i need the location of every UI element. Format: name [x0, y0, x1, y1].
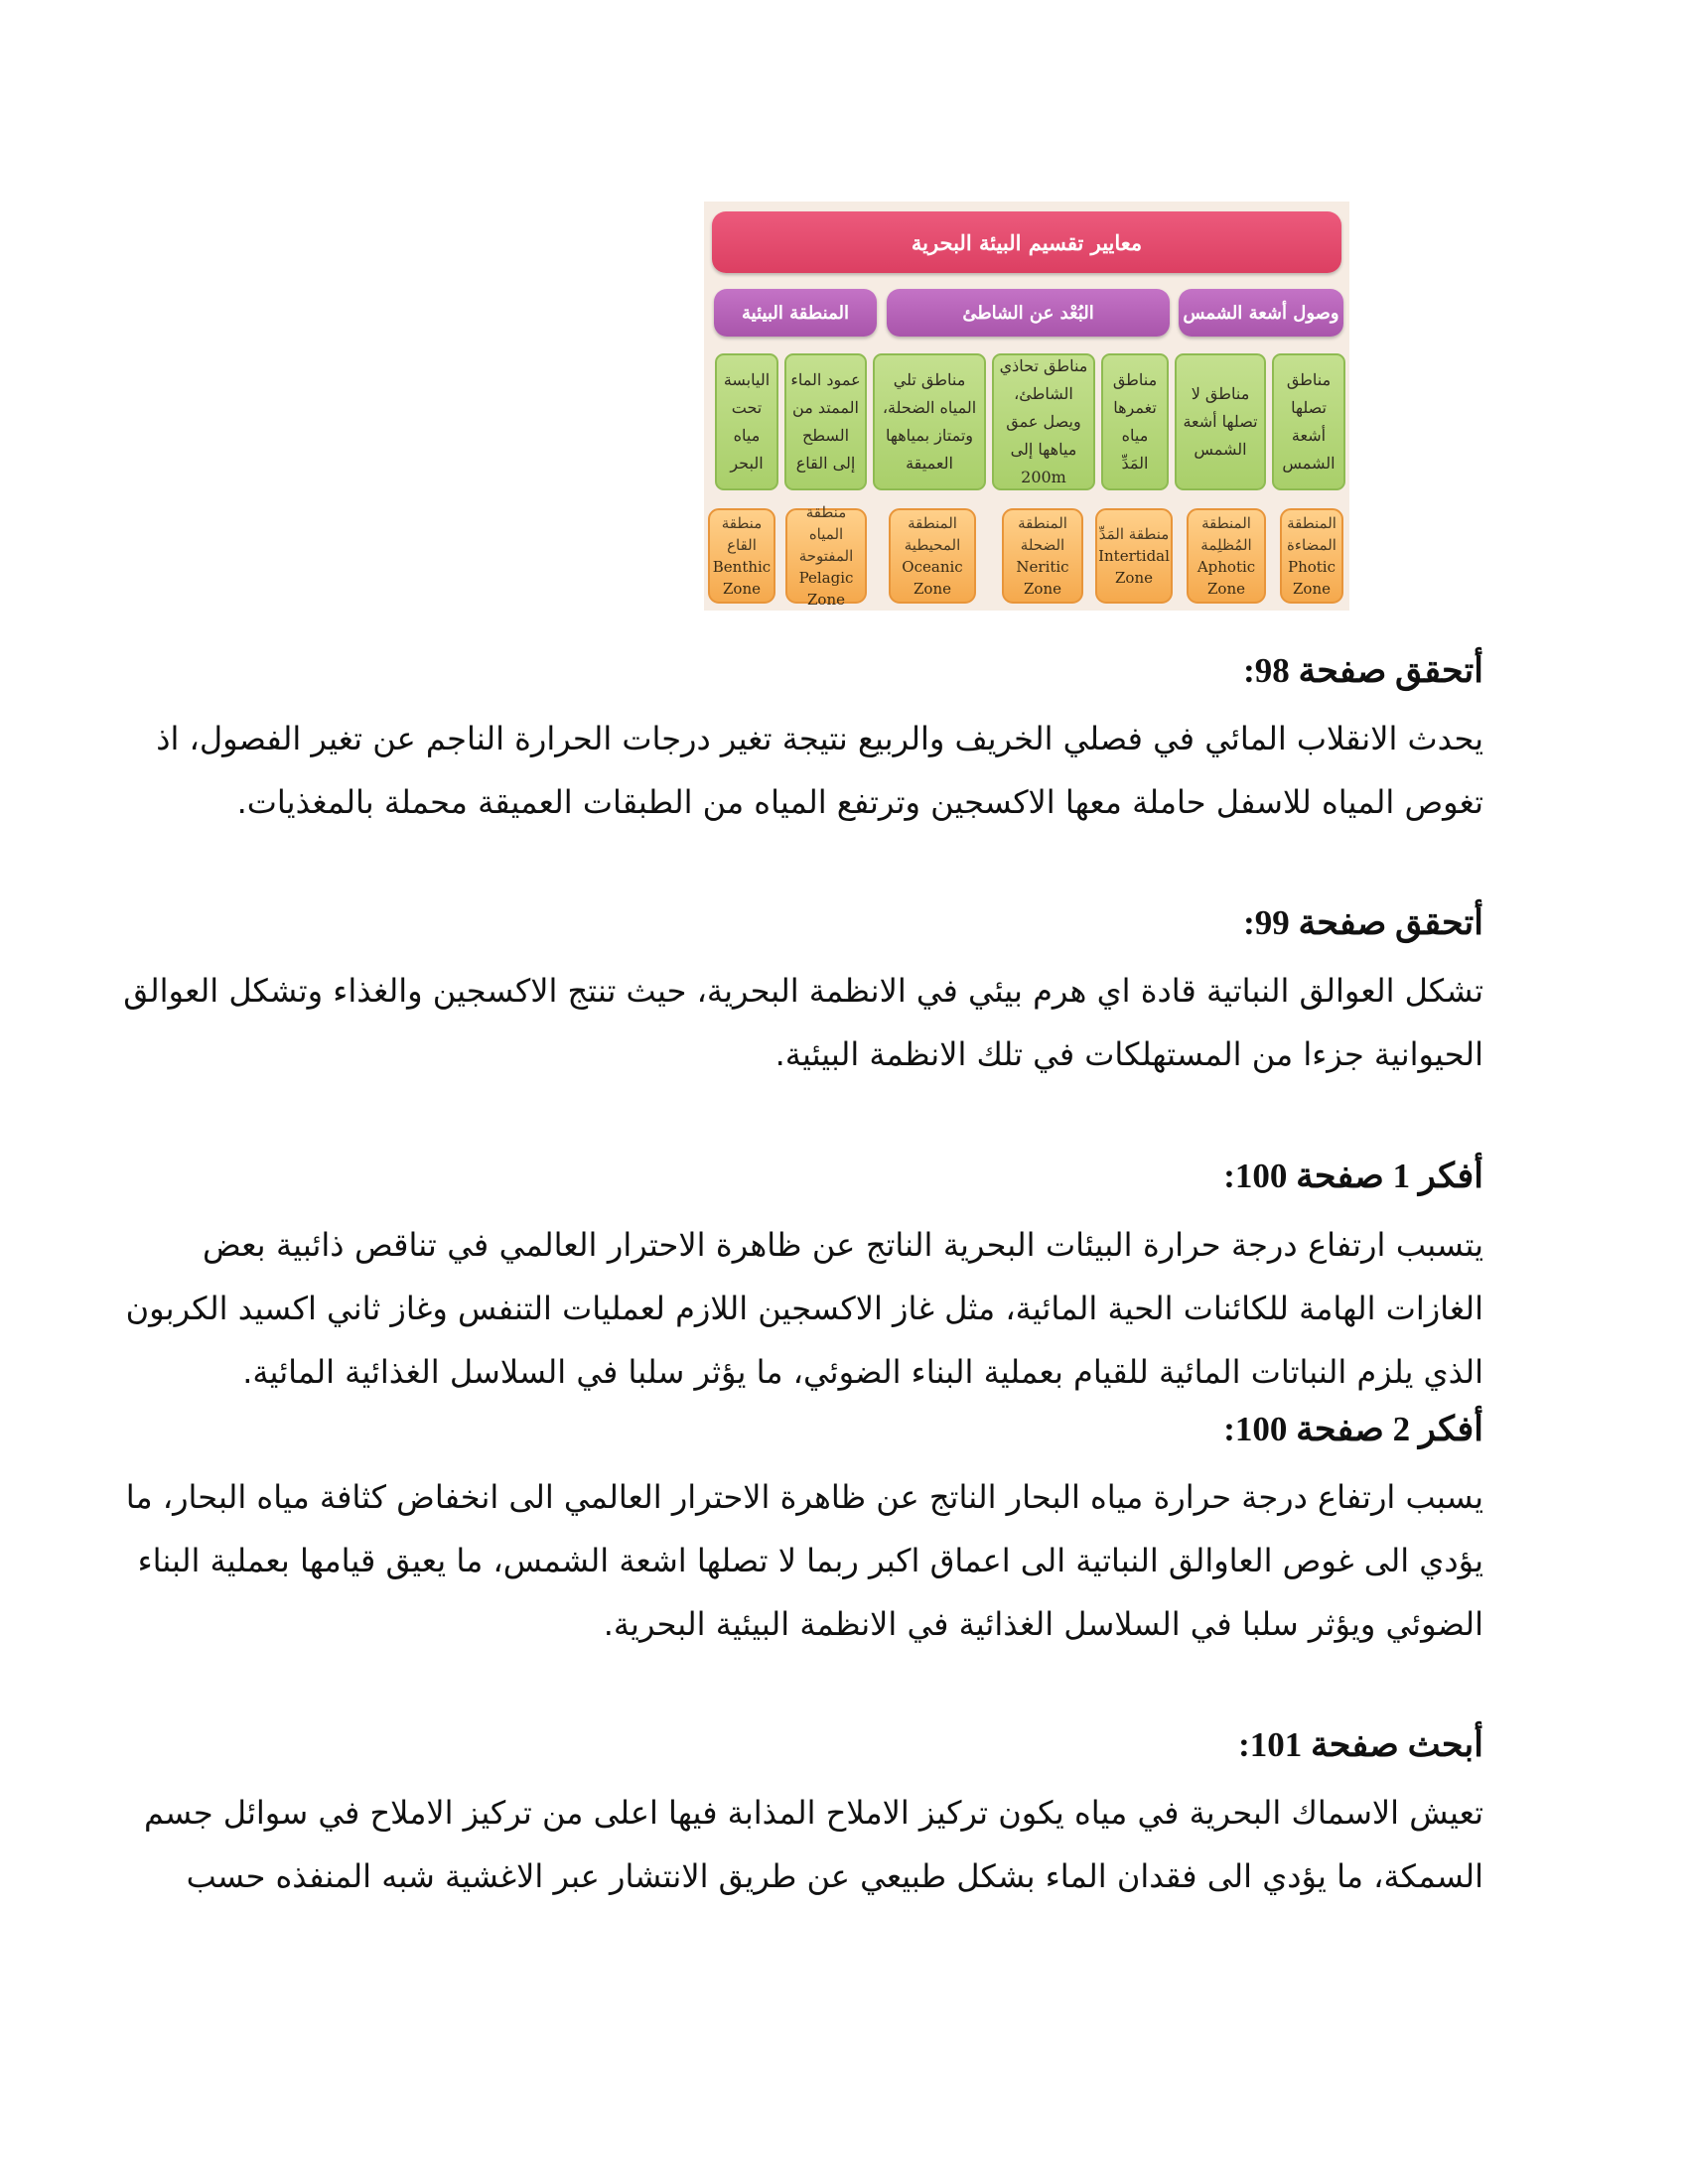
desc-neritic: مناطق تحاذي الشاطئ، ويصل عمق مياهها إلى 200m [992, 353, 1095, 490]
section-heading: أتحقق صفحة 98: [1243, 651, 1483, 690]
paragraph-line: يسبب ارتفاع درجة حرارة مياه البحار الناتج عن ظاهرة الاحترار العالمي الى انخفاض كثافة مياه البحار، ما [125, 1478, 1483, 1516]
paragraph-line: يتسبب ارتفاع درجة حرارة البيئات البحرية الناتج عن ظاهرة الاحترار العالمي في تناقص ذائبية بعض [203, 1226, 1483, 1264]
zone-neritic [1002, 508, 1083, 604]
zone-benthic-ar: منطقة القاع [721, 514, 763, 554]
desc-intertidal: مناطق تغمرها مياه المَدِّ [1101, 353, 1169, 490]
section-paragraph [123, 959, 1483, 1086]
paragraph-line: يحدث الانقلاب المائي في فصلي الخريف والربيع نتيجة تغير درجات الحرارة الناجم عن تغير الفصول، اذ [156, 720, 1483, 757]
zone-oceanic [889, 508, 976, 604]
zone-pelagic [785, 503, 867, 609]
paragraph-line: الضوئي ويؤثر سلبا في السلاسل الغذائية في الانظمة البيئية البحرية. [603, 1605, 1483, 1643]
zone-oceanic-en: Oceanic Zone [902, 558, 963, 598]
section-paragraph [143, 1781, 1483, 1908]
desc-pelagic: عمود الماء الممتد من السطح إلى القاع [784, 353, 867, 490]
desc-aphotic: مناطق لا تصلها أشعة الشمس [1175, 353, 1266, 490]
zone-photic [1280, 508, 1343, 604]
paragraph-line: الذي يلزم النباتات المائية للقيام بعملية البناء الضوئي، ما يؤثر سلبا في السلاسل الغذائية المائية. [242, 1353, 1483, 1391]
zone-pelagic-en: Pelagic Zone [798, 569, 854, 609]
paragraph-line: تشكل العوالق النباتية قادة اي هرم بيئي في الانظمة البحرية، حيث تنتج الاكسجين والغذاء وتشكل العوالق [123, 972, 1483, 1010]
section-heading: أتحقق صفحة 99: [1243, 903, 1483, 942]
desc-benthic: اليابسة تحت مياه البحر [715, 353, 778, 490]
zone-benthic [708, 508, 775, 604]
zone-neritic-en: Neritic Zone [1016, 558, 1069, 598]
section-heading: أفكر 2 صفحة 100: [1223, 1410, 1483, 1448]
zone-neritic-ar: المنطقة الضحلة [1018, 514, 1067, 554]
header-distance: البُعْد عن الشاطئ [887, 289, 1170, 337]
zone-intertidal-ar: منطقة المَدِّ [1098, 525, 1170, 543]
section-paragraph [156, 707, 1483, 834]
diagram-title: معايير تقسيم البيئة البحرية [712, 211, 1341, 273]
zone-benthic-en: Benthic Zone [712, 558, 772, 598]
section-paragraph [125, 1213, 1483, 1404]
zone-photic-en: Photic Zone [1287, 558, 1336, 598]
marine-environment-diagram [704, 202, 1349, 611]
zone-aphotic-en: Aphotic Zone [1196, 558, 1256, 598]
paragraph-line: الغازات الهامة للكائنات الحية المائية، مثل غاز الاكسجين اللازم لعمليات التنفس وغاز ثاني اكسيد الكربون [125, 1290, 1483, 1327]
zone-oceanic-ar: المنطقة المحيطية [904, 514, 961, 554]
zone-pelagic-ar: منطقة المياه المفتوحة [798, 503, 854, 565]
paragraph-line: السمكة، ما يؤدي الى فقدان الماء بشكل طبيعي عن طريق الانتشار عبر الاغشية شبه المنفذه حسب [186, 1857, 1483, 1895]
section-heading: أفكر 1 صفحة 100: [1223, 1157, 1483, 1195]
paragraph-line: تعيش الاسماك البحرية في مياه يكون تركيز الاملاح المذابة فيها اعلى من تركيز الاملاح في سوائل جسم [143, 1794, 1483, 1832]
desc-photic: مناطق تصلها أشعة الشمس [1272, 353, 1345, 490]
paragraph-line: يؤدي الى غوص العاوالق النباتية الى اعماق اكبر ربما لا تصلها اشعة الشمس، ما يعيق قيامها بعملية البناء [137, 1542, 1483, 1579]
zone-intertidal [1095, 508, 1173, 604]
section-paragraph [125, 1465, 1483, 1656]
desc-oceanic: مناطق تلي المياه الضحلة، وتمتاز بمياهها العميقة [873, 353, 986, 490]
paragraph-line: تغوص المياه للاسفل حاملة معها الاكسجين وترتفع المياه من الطبقات العميقة محملة بالمغذيات. [236, 783, 1483, 821]
header-sunlight: وصول أشعة الشمس [1179, 289, 1343, 337]
zone-aphotic [1187, 508, 1266, 604]
header-environment: المنطقة البيئية [714, 289, 877, 337]
zone-intertidal-en: Intertidal Zone [1098, 547, 1170, 587]
zone-photic-ar: المنطقة المضاءة [1287, 514, 1336, 554]
paragraph-line: الحيوانية جزءا من المستهلكات في تلك الانظمة البيئية. [774, 1035, 1483, 1073]
section-heading: أبحث صفحة 101: [1238, 1725, 1483, 1764]
zone-aphotic-ar: المنطقة المُظلِمة [1200, 514, 1252, 554]
